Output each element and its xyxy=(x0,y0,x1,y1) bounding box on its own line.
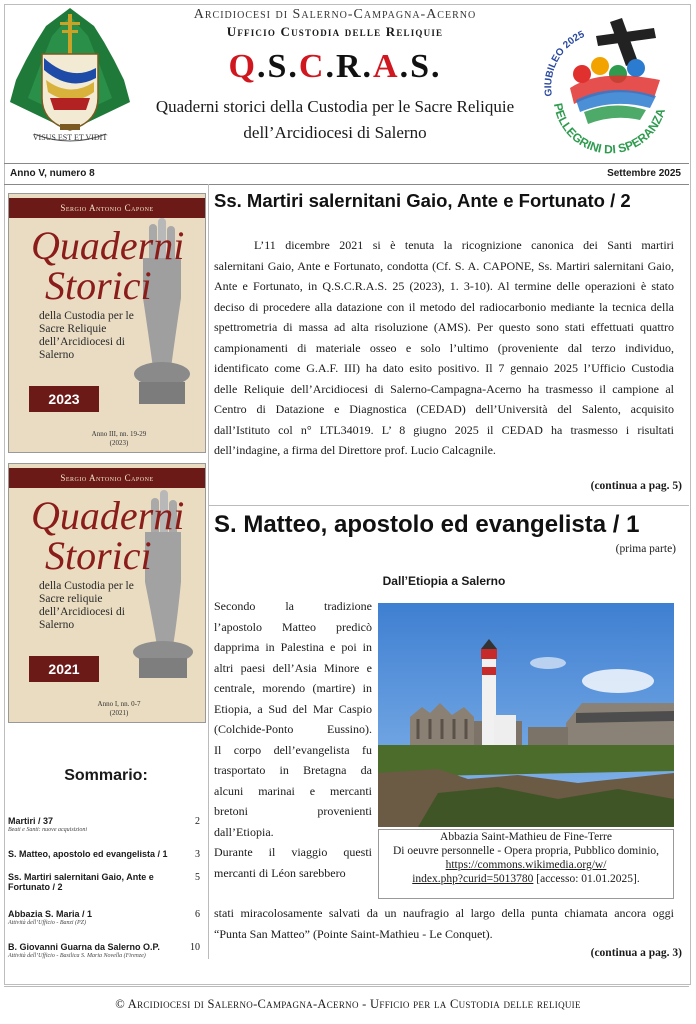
sommario-item[interactable] xyxy=(8,872,204,892)
brand-letter: S xyxy=(267,48,289,85)
cover-author: Sergio Antonio Capone xyxy=(9,468,205,488)
text-line: stati miracolosamente salvati da un naufragio al largo della punta chiamata ancora oggi xyxy=(214,906,674,920)
cover-volume-number: Anno I, nn. 0-7 xyxy=(97,700,141,708)
tagline-line-1: Quaderni storici della Custodia per le Sacre Reliquie xyxy=(155,97,515,116)
brand-letter: C xyxy=(298,48,326,85)
brand-letter: . xyxy=(256,48,268,85)
brand-letter: S xyxy=(410,48,431,85)
text-line: alcuni marinai e mercanti xyxy=(214,783,372,798)
article-body xyxy=(214,235,674,461)
text-line: Secondo la tradizione xyxy=(214,599,372,613)
text-line: salernitani Gaio, Ante e Fortunato, condotta (Cf. S. A. CAPONE, Ss. Martiri salernitani Gaio, xyxy=(214,258,674,273)
brand-letter: A xyxy=(373,48,400,85)
sommario-item-title: Abbazia S. Maria / 1 xyxy=(8,909,93,919)
section-heading: Dall’Etiopia a Salerno xyxy=(382,574,506,588)
caption-title-text: Abbazia Saint-Mathieu de Fine-Terre xyxy=(440,831,612,843)
article-title: Ss. Martiri salernitani Gaio, Ante e Fortunato / 2 xyxy=(214,190,631,211)
text-line: Etiopia, a Sud del Mar Caspio xyxy=(214,701,372,716)
cover-year: 2023 xyxy=(29,386,99,412)
sommario-item-page: 3 xyxy=(195,849,200,860)
caption-credit: Di oeuvre personnelle - Opera propria, Pubblico dominio, xyxy=(392,845,660,857)
issue-bar xyxy=(4,163,689,185)
text-line: L’11 dicembre 2021 si è tenuta la ricognizione canonica dei Santi martiri xyxy=(254,238,674,252)
sommario-item-sub: Beati e Santi: nuove acquisizioni xyxy=(8,827,87,833)
article-body-wide xyxy=(214,903,674,944)
text-line: l’apostolo Matteo predicò xyxy=(214,619,372,634)
sommario-item-page: 2 xyxy=(195,816,200,827)
article-body-narrow xyxy=(214,596,372,883)
text-line: delle Reliquie dell’Arcidiocesi di Salerno-Campagna-Acerno ha trasmesso il campione al xyxy=(214,381,674,396)
cover-title-1: Quaderni xyxy=(31,223,185,268)
article-title: S. Matteo, apostolo ed evangelista / 1 xyxy=(214,511,640,538)
sommario-item[interactable] xyxy=(8,816,204,834)
text-line: altri paesi dell’Asia Minore e xyxy=(214,660,372,675)
cover-title-1: Quaderni xyxy=(31,493,185,538)
article-divider xyxy=(209,505,689,506)
continue-link[interactable]: (continua a pag. 3) xyxy=(590,947,682,959)
cover-subtitle: della Custodia per le Sacre Reliquie dell’Arcidiocesi di Salerno xyxy=(39,310,134,361)
sommario-item-title: S. Matteo, apostolo ed evangelista / 1 xyxy=(8,849,168,859)
cover-year: 2021 xyxy=(29,656,99,682)
text-line: spettrometria di massa ad alta risoluzione (AMS). Per questo sono stati effettuati quattro xyxy=(214,320,674,334)
cover-volume xyxy=(69,430,169,448)
page-footer: © Arcidiocesi di Salerno-Campagna-Acerno - Ufficio per la Custodia delle reliquie xyxy=(115,997,581,1011)
jubilee-2025-logo-icon xyxy=(530,8,682,156)
continue-link[interactable]: (continua a pag. 5) xyxy=(590,480,682,492)
photo-caption xyxy=(378,829,674,899)
article-part: (prima parte) xyxy=(615,543,676,555)
text-line: deciso di procedere alla datazione con il metodo del radiocarbonio mediante la tecnica della xyxy=(214,299,674,314)
sommario-item-page: 10 xyxy=(190,942,200,953)
sommario-item-title: B. Giovanni Guarna da Salerno O.P. xyxy=(8,942,160,952)
sommario-item-title: Martiri / 37 xyxy=(8,816,54,826)
text-line: dapprima in Palestina e poi in xyxy=(214,640,372,654)
crest-motto: VISUS EST ET VIDIT xyxy=(32,133,108,142)
brand-letter: Q xyxy=(228,48,257,85)
caption-link[interactable]: https://commons.wikimedia.org/w/ xyxy=(445,859,607,871)
footer-divider xyxy=(4,986,689,987)
sommario-item[interactable] xyxy=(8,909,204,927)
text-line: Ante e Fortunato, in Q.S.C.R.A.S. 25 (2023), 1. 3-10). Al termine delle operazioni è stato xyxy=(214,279,674,293)
caption-link-2[interactable]: index.php?curid=5013780 xyxy=(412,873,534,885)
tagline-line-2: dell’Arcidiocesi di Salerno xyxy=(243,123,427,142)
text-line: Il corpo dell’evangelista fu xyxy=(214,742,372,757)
sommario-item-page: 5 xyxy=(195,872,200,883)
cover-title-2: Storici xyxy=(45,263,152,308)
brand-letter: . xyxy=(362,48,373,85)
text-line: dall’Etiopia. xyxy=(214,824,274,839)
text-line: “Punta San Matteo” (Pointe Saint-Mathieu - Le Conquet). xyxy=(214,926,493,941)
diocese-name: Arcidiocesi di Salerno-Campagna-Acerno xyxy=(193,7,477,22)
text-line: bretoni provenienti xyxy=(214,804,372,818)
cover-title-2: Storici xyxy=(45,533,152,578)
office-name: Ufficio Custodia delle Reliquie xyxy=(226,24,444,39)
brand-letter: . xyxy=(430,48,442,85)
issue-number: Anno V, numero 8 xyxy=(10,168,95,179)
jubilee-motto: PELLEGRINI DI SPERANZA xyxy=(550,101,668,156)
caption-source xyxy=(379,858,673,886)
sommario-item-sub: Attività dell’Ufficio - Basilica S. Maria Novella (Firenze) xyxy=(8,953,146,959)
sommario-item-title: Ss. Martiri salernitani Gaio, Ante e Fortunato / 2 xyxy=(8,872,154,892)
brand-letter: R xyxy=(335,48,363,85)
jubilee-year: GIUBILEO 2025 xyxy=(543,29,587,97)
brand-letter: . xyxy=(288,48,299,85)
text-line: Centro di Datazione e Diagnostica (CEDAD) dell’Università del Salento, acquisito xyxy=(214,402,674,416)
sommario-item[interactable] xyxy=(8,942,204,960)
sommario-item-page: 6 xyxy=(195,909,200,920)
text-line: dell’indagine, a firma del Direttore prof. Lucio Calcagnile. xyxy=(214,443,496,457)
cover-2021 xyxy=(8,463,206,723)
cover-volume-number: Anno III, nn. 19-29 xyxy=(91,430,147,438)
text-line: (Colchide-Ponto Eussino). xyxy=(214,722,372,736)
text-line: trasportato in Bretagna da xyxy=(214,763,372,777)
cover-volume-year: (2023) xyxy=(109,439,129,447)
text-line: Durante il viaggio questi xyxy=(214,845,372,859)
text-line: identificato come G.A.F. III) ha dato esito positivo. Il 7 gennaio 2025 l’Ufficio Custodia xyxy=(214,361,674,375)
caption-access: [accesso: 01.01.2025]. xyxy=(533,873,640,885)
text-line: dall’Istituto col n° LTL34019. L’ 8 giugno 2025 il CEDAD ha trasmesso i risultati xyxy=(214,422,674,437)
issue-date: Settembre 2025 xyxy=(607,168,681,179)
cover-subtitle: della Custodia per le Sacre reliquie dell’Arcidiocesi di Salerno xyxy=(39,580,134,631)
publication-title xyxy=(140,48,530,86)
text-line: centrale, morendo (martire) in xyxy=(214,681,372,695)
brand-letter: . xyxy=(325,48,336,85)
sommario-item[interactable] xyxy=(8,849,204,859)
cover-author: Sergio Antonio Capone xyxy=(9,198,205,218)
cover-volume xyxy=(69,700,169,718)
caption-title xyxy=(379,830,673,844)
abbey-photo xyxy=(378,603,674,827)
sommario-item-sub: Attività dell’Ufficio - Banzi (PZ) xyxy=(8,920,86,926)
cover-volume-year: (2021) xyxy=(109,709,129,717)
archdiocese-crest-icon xyxy=(6,6,134,158)
publication-tagline xyxy=(140,94,530,146)
column-divider xyxy=(208,184,209,959)
text-line: mercanti di Léon sarebbero xyxy=(214,865,346,880)
cover-2023 xyxy=(8,193,206,453)
text-line: campionamenti di materiale osseo e solo l’ultimo (proveniente dal terzo individuo, xyxy=(214,340,674,355)
sommario-title: Sommario: xyxy=(64,767,148,784)
brand-letter: . xyxy=(399,48,411,85)
